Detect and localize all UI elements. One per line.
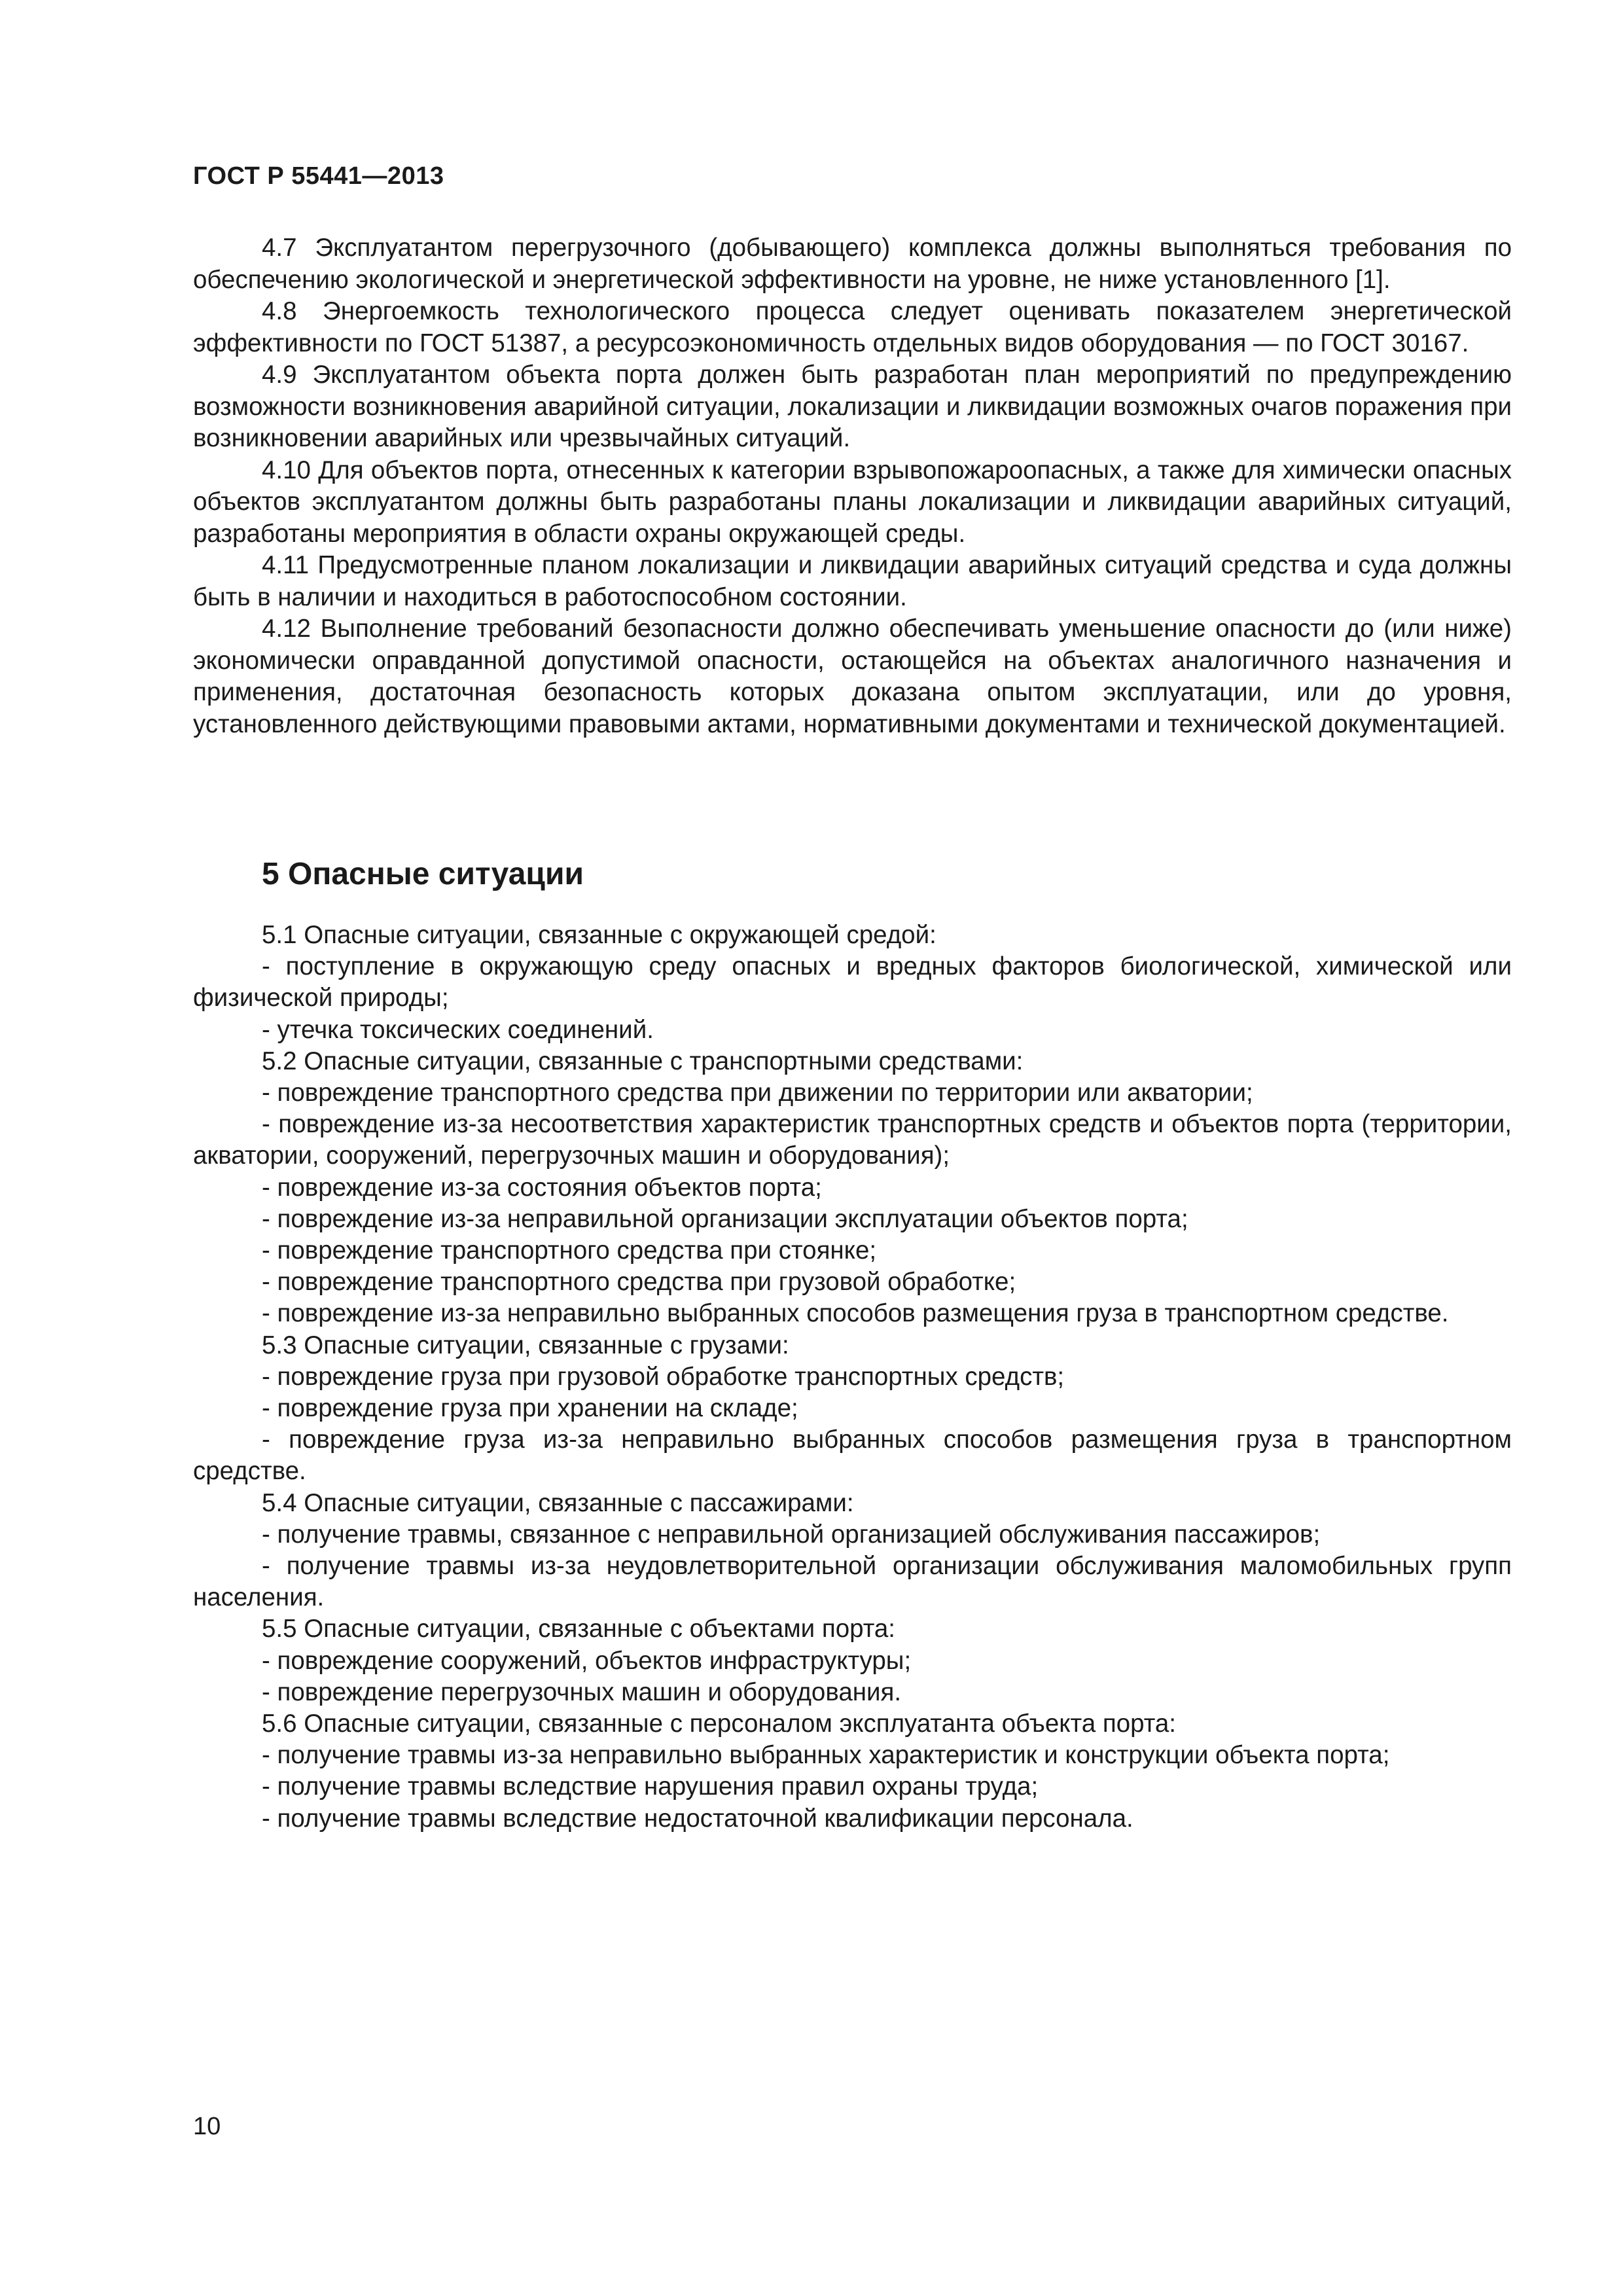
list-item: - поступление в окружающую среду опасных и вредных факторов биологической, химической или физической природы; xyxy=(193,952,1512,1013)
list-item: - повреждение транспортного средства при движении по территории или акватории; xyxy=(262,1079,1253,1107)
list-item: - повреждение груза при грузовой обработке транспортных средств; xyxy=(262,1362,1065,1391)
list-item: - повреждение транспортного средства при стоянке; xyxy=(262,1236,877,1265)
list-item: - получение травмы из-за неправильно выбранных характеристик и конструкции объекта порта; xyxy=(262,1741,1390,1770)
list-item: - повреждение сооружений, объектов инфраструктуры; xyxy=(262,1646,912,1675)
section-5-title: 5 Опасные ситуации xyxy=(262,857,584,891)
clause-5-1: 5.1 Опасные ситуации, связанные с окружающей средой: xyxy=(262,921,936,949)
clause-5-4: 5.4 Опасные ситуации, связанные с пассажирами: xyxy=(262,1488,854,1517)
list-item: - повреждение из-за состояния объектов порта; xyxy=(262,1173,822,1202)
clause-5-3: 5.3 Опасные ситуации, связанные с грузами: xyxy=(262,1331,789,1359)
list-item: - повреждение из-за неправильной организации эксплуатации объектов порта; xyxy=(262,1204,1188,1233)
list-item: - утечка токсических соединений. xyxy=(262,1015,654,1044)
paragraph-4-9: 4.9 Эксплуатантом объекта порта должен быть разработан план мероприятий по предупреждению возможности возникновения аварийной ситуации, локализации и ликвидации возможных очагов поражения при возникновении аварийных или чрезвычайных ситуаций. xyxy=(193,361,1512,452)
clause-5-6: 5.6 Опасные ситуации, связанные с персоналом эксплуатанта объекта порта: xyxy=(262,1710,1176,1738)
section-5-body xyxy=(193,920,1512,1835)
list-item: - повреждение груза при хранении на складе; xyxy=(262,1394,798,1423)
paragraph-4-11: 4.11 Предусмотренные планом локализации и ликвидации аварийных ситуаций средства и суда должны быть в наличии и находиться в работоспособном состоянии. xyxy=(193,551,1512,611)
paragraph-4-7: 4.7 Эксплуатантом перегрузочного (добывающего) комплекса должны выполняться требования по обеспечению экологической и энергетической эффективности на уровне, не ниже установленного [1]. xyxy=(193,234,1512,294)
page-number: 10 xyxy=(193,2113,221,2140)
list-item: - повреждение перегрузочных машин и оборудования. xyxy=(262,1677,902,1706)
list-item: - получение травмы вследствие нарушения правил охраны труда; xyxy=(262,1772,1039,1801)
section-4-body xyxy=(193,232,1512,740)
paragraph-4-12: 4.12 Выполнение требований безопасности должно обеспечивать уменьшение опасности до (или ниже) экономически оправданной допустимой опасности, остающейся на объектах аналогичного назначения и применения, достаточная безопасность которых доказана опытом эксплуатации, или до уровня, установленного действующими правовыми актами, нормативными документами и технической документацией. xyxy=(193,615,1512,738)
document-header: ГОСТ Р 55441—2013 xyxy=(193,162,444,190)
paragraph-4-10: 4.10 Для объектов порта, отнесенных к категории взрывопожароопасных, а также для химически опасных объектов эксплуатантом должны быть разработаны планы локализации и ликвидации аварийных ситуаций, разработаны мероприятия в области охраны окружающей среды. xyxy=(193,456,1512,548)
list-item: - повреждение груза из-за неправильно выбранных способов размещения груза в транспортном средстве. xyxy=(193,1426,1512,1486)
clause-5-5: 5.5 Опасные ситуации, связанные с объектами порта: xyxy=(262,1615,896,1643)
list-item: - повреждение транспортного средства при грузовой обработке; xyxy=(262,1268,1016,1297)
list-item: - повреждение из-за несоответствия характеристик транспортных средств и объектов порта (территории, акватории, сооружений, перегрузочных машин и оборудования); xyxy=(193,1110,1512,1170)
list-item: - получение травмы вследствие недостаточной квалификации персонала. xyxy=(262,1804,1133,1833)
list-item: - получение травмы из-за неудовлетворительной организации обслуживания маломобильных групп населения. xyxy=(193,1552,1512,1612)
list-item: - получение травмы, связанное с неправильной организацией обслуживания пассажиров; xyxy=(262,1520,1321,1549)
paragraph-4-8: 4.8 Энергоемкость технологического процесса следует оценивать показателем энергетической эффективности по ГОСТ 51387, а ресурсоэкономичность отдельных видов оборудования — по ГОСТ 30167. xyxy=(193,297,1512,357)
clause-5-2: 5.2 Опасные ситуации, связанные с транспортными средствами: xyxy=(262,1047,1024,1075)
list-item: - повреждение из-за неправильно выбранных способов размещения груза в транспортном средстве. xyxy=(262,1299,1449,1328)
